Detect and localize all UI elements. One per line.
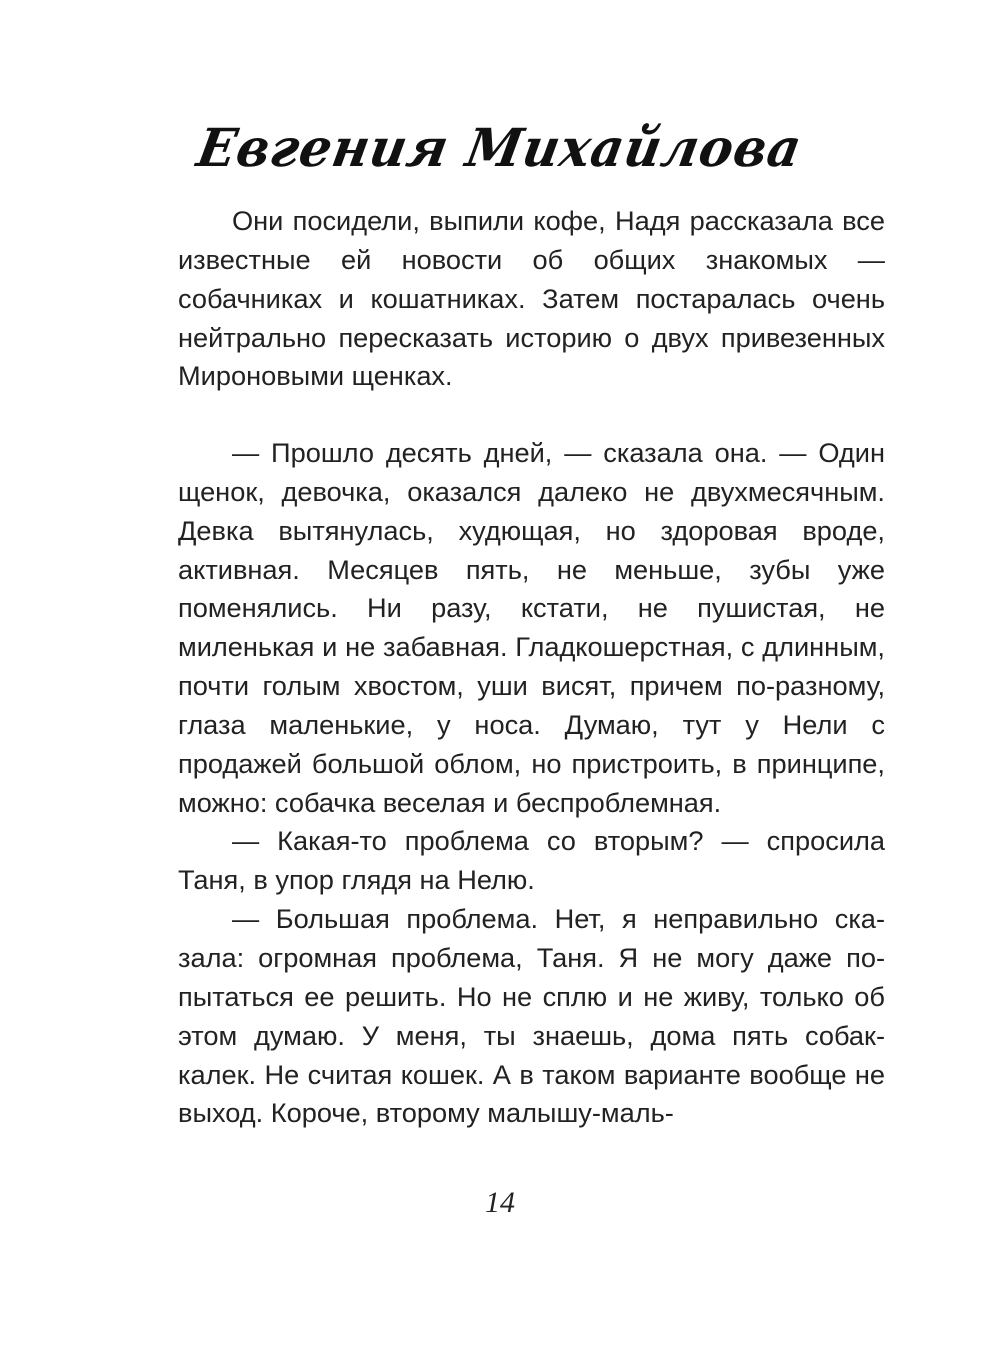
paragraph-2: — Прошло десять дней, — сказала она. — Один щенок, девочка, оказался далеко не двухмесячным. Девка вытянулась, худющая, но здоровая вроде, активная. Месяцев пять, не меньше, зубы уже поменялись. Ни разу, кстати, не пушистая, не миленькая и не забавная. Гладкошерстная, с длинным, почти голым хвостом, уши висят, причем по-разному, глаза маленькие, у носа. Думаю, тут у Нели с продажей большой облом, но пристроить, в принципе, можно: собачка веселая и беспроблемная.	[178, 437, 885, 818]
paragraph-4: — Большая проблема. Нет, я неправильно сказала: огромная проблема, Таня. Я не могу даже попытаться ее решить. Но не сплю и не живу, только об этом думаю. У меня, ты знаешь, дома пять собак-калек. Не считая кошек. А в таком варианте вообще не выход. Короче, второму малышу-маль-	[178, 903, 885, 1129]
text-block-dialogue	[178, 434, 885, 1133]
running-header	[0, 108, 1000, 188]
author-name: Евгения Михайлова	[192, 116, 808, 179]
text-block-intro	[178, 202, 885, 396]
paragraph-1: Они посидели, выпили кофе, Надя рассказала все известные ей новости об общих знакомых — собачниках и кошатниках. Затем постаралась очень нейтрально пересказать историю о двух привезенных Мироновыми щенках.	[178, 205, 885, 392]
paragraph-3: — Какая-то проблема со вторым? — спросила Таня, в упор глядя на Нелю.	[178, 825, 885, 896]
page-number: 14	[485, 1186, 515, 1219]
